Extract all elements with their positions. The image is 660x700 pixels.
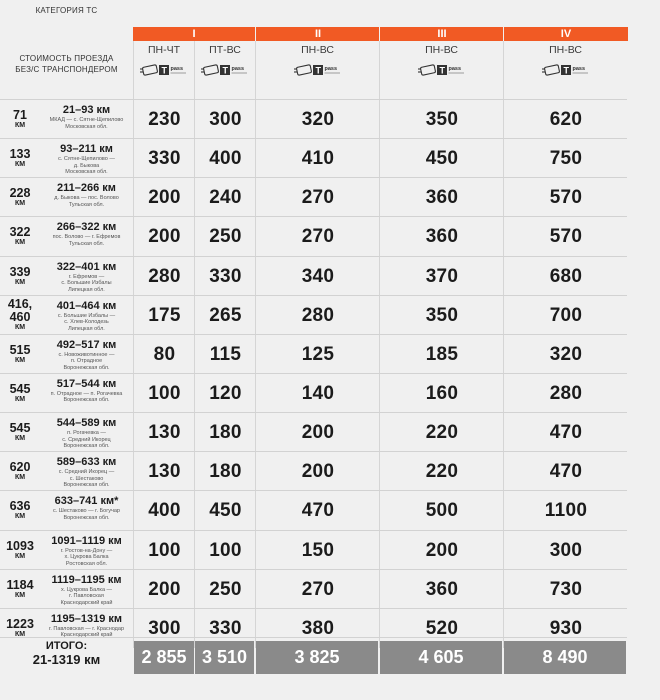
tpass-logo-icon [418,62,466,78]
day-header-2 [194,41,255,99]
row-km-unit: КМ [14,161,26,169]
row-section [40,535,133,568]
price-cell: 280 [503,374,628,413]
row-km-unit: КМ [14,278,26,286]
row-section [40,300,133,333]
row-km-value: 133 [9,147,31,162]
row-description: МКАД — с. Сятне-Щепилово Московская обл. [49,117,124,130]
row-km-unit: КМ [14,122,26,129]
row-section [40,417,133,450]
tpass-logo-icon [201,62,249,78]
total-cat1-weekday: 2 855 [134,641,194,674]
row-description: пос. Волово — г. Ефремов Тульская обл. [52,234,121,247]
row-km-unit: КМ [14,591,26,599]
tpass-text: pass [170,66,184,72]
totals-row [0,637,627,678]
tpass-logo-icon [140,62,188,78]
row-range: 93–211 км [60,143,113,156]
row-km-value: 416, 460 [7,297,33,325]
price-cell: 250 [194,217,256,256]
day-label: ПН-ВС [549,44,582,56]
row-km-unit: КМ [14,474,26,482]
row-km-value: 1093 [6,538,34,553]
price-cell: 100 [133,531,195,570]
row-section [40,143,133,176]
tpass-logo-icon [542,62,590,78]
price-cell: 80 [133,335,195,374]
category-2-header: II [255,27,380,41]
row-description: г. Ростов-на-Дону — х. Цукрова Балка Ростовская обл. [60,547,113,567]
price-cell: 570 [503,217,628,256]
price-cell: 180 [194,452,256,491]
row-range: 21–93 км [62,104,111,116]
price-cell: 200 [133,178,195,217]
row-km-unit: КМ [14,200,26,208]
totals-label-title: ИТОГО: [45,640,88,652]
total-cat1-weekend: 3 510 [195,641,254,674]
row-description: с. Шестаково — г. Богучар Воронежская обл. [53,508,120,521]
price-cell: 1100 [503,491,628,530]
price-cell: 220 [379,413,504,452]
row-km-unit: КМ [14,324,26,332]
row-km-value: 620 [9,460,31,475]
table-row [0,451,627,491]
tpass-text: pass [448,66,461,72]
row-section [40,221,133,247]
price-cell: 100 [194,531,256,570]
day-label: ПТ-ВС [209,44,241,56]
day-label: ПН-ВС [301,44,334,56]
row-section [40,378,133,404]
row-km [0,257,40,296]
price-cell: 340 [255,257,380,296]
row-km [0,296,40,335]
price-cell: 320 [255,100,380,139]
table-row [0,412,627,452]
svg-text:T: T [222,65,228,76]
price-cell: 330 [194,257,256,296]
price-cell: 330 [194,609,256,648]
row-description: п. Отрадное — п. Рогачевка Воронежская обл. [50,390,123,404]
price-cell: 360 [379,570,504,609]
day-label: ПН-ЧТ [147,44,181,56]
price-cell: 300 [133,609,195,648]
price-cell: 360 [379,217,504,256]
row-description: г. Ефремов — с. Большие Избалы Липецкая обл. [61,273,112,293]
row-km-value: 339 [9,264,31,279]
price-cell: 400 [194,139,256,178]
table-row [0,569,627,609]
row-range: 401–464 км [56,299,117,312]
row-range: 266–322 км [56,221,117,234]
row-range: 1119–1195 км [51,573,122,586]
row-description: с. Большие Избалы — с. Хлев-Колодезь Липецкая обл. [57,312,116,332]
totals-label-range: 21-1319 км [32,652,101,667]
table-row [0,216,627,256]
price-cell: 410 [255,139,380,178]
price-cell: 175 [133,296,195,335]
row-range: 1195–1319 км [50,612,123,625]
row-km [0,178,40,217]
row-km-value: 71 [13,108,27,122]
price-cell: 200 [255,413,380,452]
tpass-logo-icon [294,62,342,78]
tpass-text: pass [324,66,337,72]
svg-text:T: T [439,65,445,76]
table-row [0,373,627,413]
price-cell: 120 [194,374,256,413]
table-row [0,256,627,296]
price-cell: 400 [133,491,195,530]
header-left [0,0,133,99]
price-cell: 200 [379,531,504,570]
price-cell: 750 [503,139,628,178]
row-km-unit: КМ [14,435,26,443]
row-km-unit: КМ [14,356,26,364]
row-km [0,139,40,178]
row-range: 1091–1119 км [51,534,122,547]
table-row [0,99,627,139]
price-cell: 450 [194,491,256,530]
row-description: с. Сятне-Щепилово — д. Быкова Московская обл. [58,156,115,176]
table-row [0,490,627,530]
row-section [40,339,133,372]
table-row [0,138,627,178]
price-cell: 450 [379,139,504,178]
price-cell: 470 [503,452,628,491]
row-range: 322–401 км [56,260,117,273]
row-km-unit: КМ [14,552,26,560]
price-cell: 140 [255,374,380,413]
row-section [40,261,133,294]
day-header-5 [503,41,627,99]
day-header-1 [133,41,194,99]
row-range: 517–544 км [56,377,117,390]
totals-label [0,640,133,668]
row-km [0,531,40,570]
price-cell: 200 [133,217,195,256]
row-description: с. Средний Икорец — с. Шестаково Воронежская обл. [58,469,115,489]
row-description: х. Цукрова Балка — г. Павловская Краснодарский край [60,586,113,606]
price-cell: 350 [379,100,504,139]
price-cell: 280 [255,296,380,335]
price-cell: 240 [194,178,256,217]
row-section [40,613,133,639]
price-cell: 150 [255,531,380,570]
row-section [40,574,133,607]
price-cell: 360 [379,178,504,217]
row-km [0,491,40,530]
price-cell: 320 [503,335,628,374]
row-km [0,413,40,452]
row-km-value: 228 [9,186,31,201]
price-cell: 350 [379,296,504,335]
cost-label: СТОИМОСТЬ ПРОЕЗДА БЕЗ/С ТРАНСПОНДЕРОМ [15,54,118,74]
category-4-header: IV [503,27,628,41]
total-cat3: 4 605 [380,641,502,674]
row-km [0,374,40,413]
day-label: ПН-ВС [425,44,458,56]
row-km-value: 545 [9,421,31,436]
row-km [0,335,40,374]
row-km-value: 545 [9,381,31,396]
price-cell: 730 [503,570,628,609]
svg-text:T: T [315,65,321,76]
price-cell: 570 [503,178,628,217]
row-description: п. Рогачевка — с. Средний Икорец Воронежская обл. [62,430,111,450]
price-cell: 470 [503,413,628,452]
price-cell: 700 [503,296,628,335]
svg-text:T: T [161,65,167,76]
row-section [40,456,133,489]
row-km-unit: КМ [14,513,26,521]
price-cell: 500 [379,491,504,530]
price-cell: 100 [133,374,195,413]
price-cell: 270 [255,178,380,217]
table-row [0,334,627,374]
row-range: 589–633 км [56,456,117,469]
price-cell: 200 [255,452,380,491]
row-description: с. Новоживотинное — п. Отрадное Воронежская обл. [58,351,115,371]
table-row [0,530,627,570]
price-cell: 370 [379,257,504,296]
price-cell: 230 [133,100,195,139]
row-km [0,570,40,609]
price-cell: 265 [194,296,256,335]
total-cat4: 8 490 [504,641,626,674]
row-range: 211–266 км [57,182,116,195]
svg-text:T: T [563,65,569,76]
row-km-unit: КМ [14,395,26,403]
table-row [0,177,627,217]
price-cell: 680 [503,257,628,296]
price-cell: 300 [503,531,628,570]
price-cell: 270 [255,217,380,256]
row-km-value: 515 [9,342,31,357]
row-range: 544–589 км [56,417,117,430]
row-km-value: 636 [9,499,31,514]
row-section [40,182,133,208]
price-cell: 380 [255,609,380,648]
price-cell: 180 [194,413,256,452]
price-cell: 330 [133,139,195,178]
price-cell: 930 [503,609,628,648]
table-row [0,295,627,335]
category-label: КАТЕГОРИЯ ТС [35,6,98,15]
row-km [0,452,40,491]
price-cell: 185 [379,335,504,374]
row-km-unit: КМ [14,239,26,247]
row-km-value: 322 [9,225,31,240]
row-km [0,100,40,139]
tpass-text: pass [231,66,245,72]
row-description: д. Быкова — пос. Волово Тульская обл. [54,195,119,208]
price-cell: 115 [194,335,256,374]
row-km [0,217,40,256]
price-cell: 250 [194,570,256,609]
price-cell: 470 [255,491,380,530]
price-cell: 220 [379,452,504,491]
price-cell: 270 [255,570,380,609]
total-cat2: 3 825 [256,641,378,674]
day-header-4 [379,41,503,99]
price-cell: 620 [503,100,628,139]
tpass-text: pass [572,66,585,72]
category-1-header: I [133,27,255,41]
row-km-value: 1184 [6,577,34,592]
price-cell: 130 [133,413,195,452]
row-km-unit: КМ [14,630,26,638]
day-header-3 [255,41,379,99]
row-km-value: 1223 [6,616,34,631]
row-section [40,495,133,521]
price-cell: 520 [379,609,504,648]
row-description: г. Павловская — г. Краснодар Краснодарский край [48,625,125,639]
price-cell: 280 [133,257,195,296]
category-3-header: III [379,27,504,41]
row-range: 492–517 км [56,338,117,351]
price-cell: 160 [379,374,504,413]
price-cell: 200 [133,570,195,609]
price-cell: 300 [194,100,256,139]
price-cell: 130 [133,452,195,491]
row-section [40,104,133,130]
price-cell: 125 [255,335,380,374]
row-range: 633–741 км* [54,495,119,508]
